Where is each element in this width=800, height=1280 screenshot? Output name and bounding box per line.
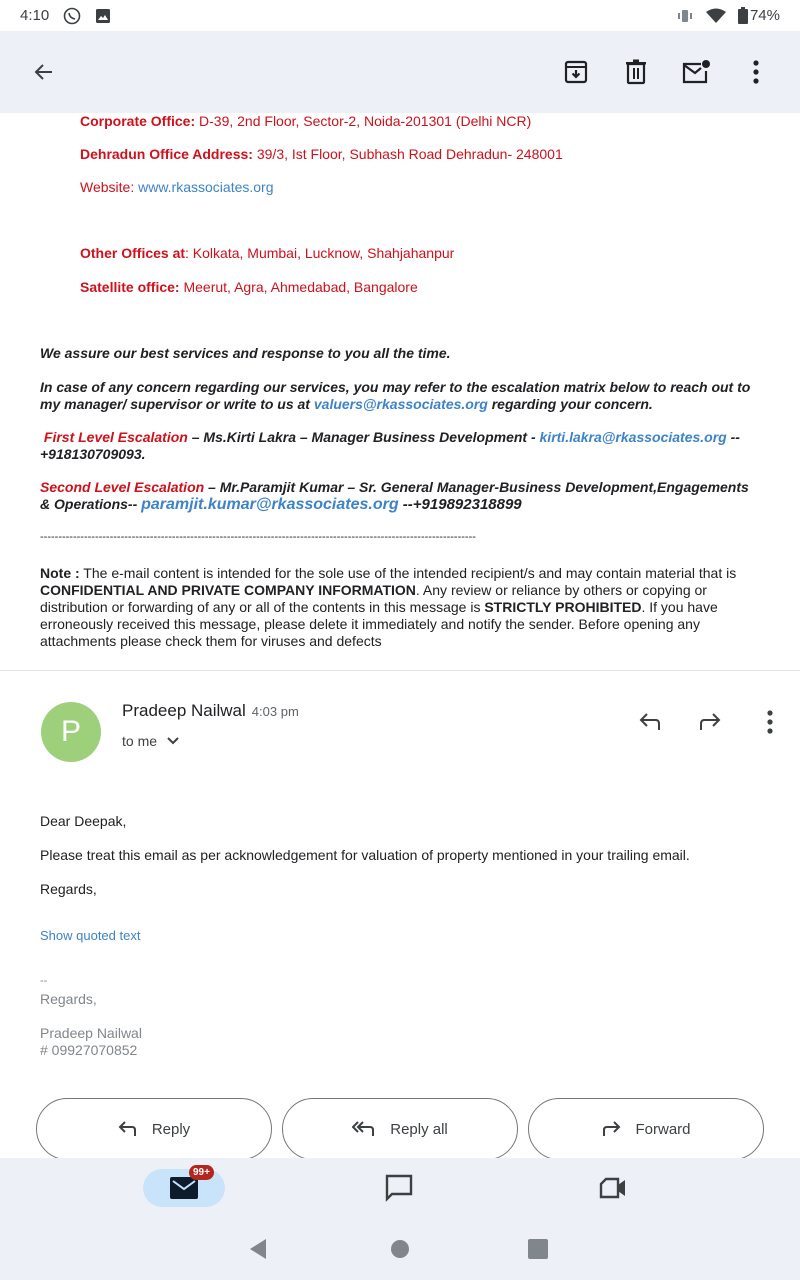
message-forward-button[interactable] [688,700,732,744]
signature-dash: -- [40,975,48,987]
reply-icon [118,1121,138,1137]
dehradun-office: Dehradun Office Address: 39/3, Ist Floor, Subhash Road Dehradun- 248001 [80,146,563,162]
system-home-icon[interactable] [390,1238,410,1260]
meet-icon [599,1177,627,1199]
greeting: Dear Deepak, [40,813,127,829]
archive-button[interactable] [554,50,598,94]
reply-button[interactable]: Reply [36,1098,272,1158]
nav-meet[interactable] [572,1169,654,1207]
message-header[interactable] [0,700,800,770]
show-quoted-text-link[interactable]: Show quoted text [40,928,141,943]
closing: Regards, [40,881,97,897]
website-line: Website: www.rkassociates.org [80,179,274,195]
nav-mail[interactable] [143,1169,225,1207]
whatsapp-icon [63,7,81,25]
more-vert-icon [752,60,760,84]
second-escalation: Second Level Escalation – Mr.Paramjit Kumar – Sr. General Manager-Business Development,Engagements & Operations-- paramjit.kumar@rkassociates.org --+919892318899 [40,479,749,513]
sender-line [122,701,299,721]
reply-all-icon [352,1121,376,1137]
archive-icon [563,59,589,85]
avatar[interactable]: P [41,702,101,762]
forward-icon [698,712,722,732]
valuers-email-link[interactable]: valuers@rkassociates.org [313,396,488,412]
recipients-toggle[interactable]: to me [122,733,179,749]
back-button[interactable] [22,50,66,94]
concern-text: In case of any concern regarding our services, you may refer to the escalation matrix below to reach out to my manager/ supervisor or write to us at valuers@rkassociates.org regarding your concern. [40,379,751,412]
satellite-office: Satellite office: Meerut, Agra, Ahmedabad, Bangalore [80,279,418,295]
sender-name: Pradeep Nailwal [122,701,246,720]
system-recents-icon[interactable] [527,1238,549,1260]
nav-chat[interactable] [358,1169,440,1207]
first-escalation: First Level Escalation – Ms.Kirti Lakra – Manager Business Development - kirti.lakra@rkassociates.org --+918130709093. [40,429,740,462]
separator-dashes: ----------------------------------------------------------------------------------------------------------------------- [40,531,476,543]
gallery-icon [95,8,111,24]
delete-button[interactable] [614,50,658,94]
other-offices: Other Offices at: Kolkata, Mumbai, Lucknow, Shahjahanpur [80,245,455,261]
message-time: 4:03 pm [251,704,299,719]
wifi-icon [706,8,726,24]
signature-regards: Regards, [40,991,97,1007]
unread-badge: 99+ [189,1165,214,1180]
reply-all-button[interactable]: Reply all [282,1098,518,1158]
signature-phone: # 09927070852 [40,1042,138,1058]
message-body: Please treat this email as per acknowledgement for valuation of property mentioned in your trailing email. [40,847,690,863]
message-divider [0,670,800,671]
message-more-button[interactable] [748,700,792,744]
signature-name: Pradeep Nailwal [40,1025,142,1041]
confidentiality-note: Note : The e-mail content is intended for the sole use of the intended recipient/s and may contain material that is CONFIDENTIAL AND PRIVATE COMPANY INFORMATION. Any review or reliance by others or copying or distribution or forwarding of any or all of the contents in this message is STRICTLY PROHIBITED. If you have erroneously received this message, please delete it immediately and notify the sender. Before opening any attachments please check them for viruses and defects [40,565,737,649]
system-navigation [0,1218,800,1280]
bottom-navigation [0,1158,800,1218]
chevron-down-icon [167,737,179,745]
app-bar [0,31,800,113]
paramjit-email-link[interactable]: paramjit.kumar@rkassociates.org [141,496,399,513]
kirti-email-link[interactable]: kirti.lakra@rkassociates.org [539,429,727,445]
corporate-office: Corporate Office: D-39, 2nd Floor, Sector-2, Noida-201301 (Delhi NCR) [80,113,532,129]
delete-icon [624,59,648,85]
forward-button[interactable]: Forward [528,1098,764,1158]
mark-unread-button[interactable] [674,50,718,94]
more-options-button[interactable] [734,50,778,94]
website-link[interactable]: www.rkassociates.org [138,179,274,195]
chat-icon [385,1174,413,1202]
message-reply-button[interactable] [628,700,672,744]
system-back-icon[interactable] [248,1238,268,1260]
vibrate-icon [676,8,694,24]
status-time: 4:10 [20,7,50,24]
status-bar [0,0,800,31]
reply-actions [36,1098,764,1158]
reply-icon [638,712,662,732]
mail-icon [170,1177,198,1199]
forward-icon [601,1121,621,1137]
more-vert-icon [766,710,774,734]
battery-icon [738,7,748,24]
mark-unread-icon [681,59,711,85]
battery-level: 74% [749,7,780,24]
back-arrow-icon [32,60,56,84]
email-thread [0,113,800,1158]
assurance-text: We assure our best services and response to you all the time. [40,345,451,361]
